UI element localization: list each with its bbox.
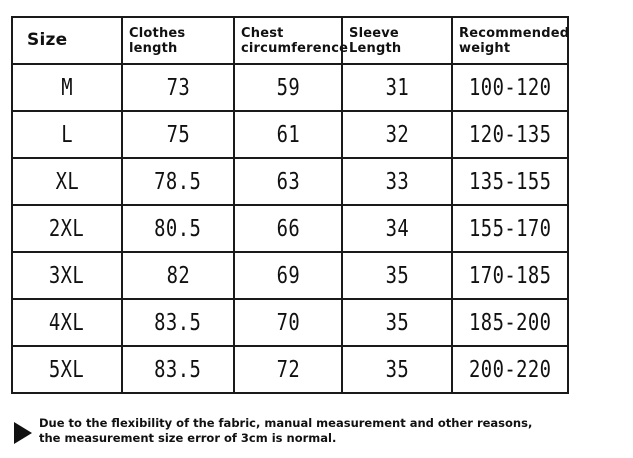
cell-value: 70 — [276, 309, 300, 336]
note-line-1: Due to the flexibility of the fabric, manual measurement and other reasons, — [39, 416, 533, 430]
cell-value: 155-170 — [468, 215, 552, 242]
table-row — [12, 158, 568, 205]
cell-sleeve — [342, 205, 452, 252]
cell-value: 170-185 — [468, 262, 552, 289]
cell-value: 120-135 — [468, 121, 552, 148]
note-text — [39, 416, 532, 446]
cell-sleeve — [342, 158, 452, 205]
cell-value: 83.5 — [154, 309, 202, 336]
table-row — [12, 111, 568, 158]
cell-clothes-length — [122, 158, 234, 205]
note-line-2: the measurement size error of 3cm is normal. — [39, 431, 337, 445]
header-row — [12, 17, 568, 64]
cell-value: 83.5 — [154, 356, 202, 383]
header-clothes-length-line1: Clothes — [129, 25, 186, 41]
cell-chest — [234, 252, 342, 299]
cell-size — [12, 64, 122, 111]
play-triangle-icon — [14, 422, 32, 444]
header-clothes-length-line2: length — [129, 40, 178, 56]
cell-clothes-length — [122, 346, 234, 393]
cell-sleeve — [342, 64, 452, 111]
cell-value: 35 — [385, 356, 409, 383]
cell-sleeve — [342, 111, 452, 158]
cell-size — [12, 252, 122, 299]
cell-value: 3XL — [49, 262, 85, 289]
cell-clothes-length — [122, 299, 234, 346]
size-chart-table — [11, 16, 569, 394]
cell-size — [12, 158, 122, 205]
cell-value: 75 — [166, 121, 190, 148]
cell-chest — [234, 111, 342, 158]
cell-value: 78.5 — [154, 168, 202, 195]
cell-value: 63 — [276, 168, 300, 195]
cell-value: 69 — [276, 262, 300, 289]
table-row — [12, 252, 568, 299]
table-row — [12, 346, 568, 393]
cell-size — [12, 299, 122, 346]
cell-weight — [452, 252, 568, 299]
cell-value: 135-155 — [468, 168, 552, 195]
cell-chest — [234, 346, 342, 393]
cell-value: 100-120 — [468, 74, 552, 101]
cell-value: 185-200 — [468, 309, 552, 336]
cell-sleeve — [342, 346, 452, 393]
table-row — [12, 64, 568, 111]
cell-value: L — [61, 121, 73, 148]
cell-value: 61 — [276, 121, 300, 148]
header-chest-line2: circumference — [241, 40, 349, 56]
cell-weight — [452, 64, 568, 111]
header-clothes-length — [122, 17, 234, 64]
cell-value: 59 — [276, 74, 300, 101]
cell-value: 35 — [385, 309, 409, 336]
cell-value: XL — [55, 168, 79, 195]
cell-clothes-length — [122, 111, 234, 158]
cell-sleeve — [342, 252, 452, 299]
cell-chest — [234, 158, 342, 205]
header-chest-circumference — [234, 17, 349, 64]
cell-weight — [452, 111, 568, 158]
cell-value: 200-220 — [468, 356, 552, 383]
cell-value: 5XL — [49, 356, 85, 383]
cell-value: 32 — [385, 121, 409, 148]
table-body — [12, 64, 568, 393]
cell-sleeve — [342, 299, 452, 346]
cell-weight — [452, 158, 568, 205]
cell-size — [12, 205, 122, 252]
cell-weight — [452, 299, 568, 346]
cell-size — [12, 346, 122, 393]
header-weight-line2: weight — [459, 40, 511, 56]
cell-value: 31 — [385, 74, 409, 101]
table-row — [12, 205, 568, 252]
cell-value: 80.5 — [154, 215, 202, 242]
cell-chest — [234, 64, 342, 111]
cell-value: 34 — [385, 215, 409, 242]
header-recommended-weight — [452, 17, 568, 64]
cell-value: 72 — [276, 356, 300, 383]
cell-value: 73 — [166, 74, 190, 101]
cell-size — [12, 111, 122, 158]
cell-value: 2XL — [49, 215, 85, 242]
cell-value: 82 — [166, 262, 190, 289]
header-chest-line1: Chest — [241, 25, 284, 41]
header-sleeve-line2: Length — [349, 40, 402, 56]
cell-clothes-length — [122, 252, 234, 299]
header-weight-line1: Recommended — [459, 25, 570, 41]
header-sleeve-line1: Sleeve — [349, 25, 399, 41]
cell-clothes-length — [122, 205, 234, 252]
cell-weight — [452, 205, 568, 252]
cell-value: 4XL — [49, 309, 85, 336]
table-header — [12, 17, 568, 64]
cell-value: 35 — [385, 262, 409, 289]
header-size — [12, 17, 122, 64]
header-size-label: Size — [27, 30, 68, 50]
cell-chest — [234, 299, 342, 346]
cell-weight — [452, 346, 568, 393]
cell-chest — [234, 205, 342, 252]
cell-value: M — [61, 74, 73, 101]
cell-clothes-length — [122, 64, 234, 111]
header-sleeve-length — [342, 17, 452, 64]
cell-value: 66 — [276, 215, 300, 242]
cell-value: 33 — [385, 168, 409, 195]
table-row — [12, 299, 568, 346]
